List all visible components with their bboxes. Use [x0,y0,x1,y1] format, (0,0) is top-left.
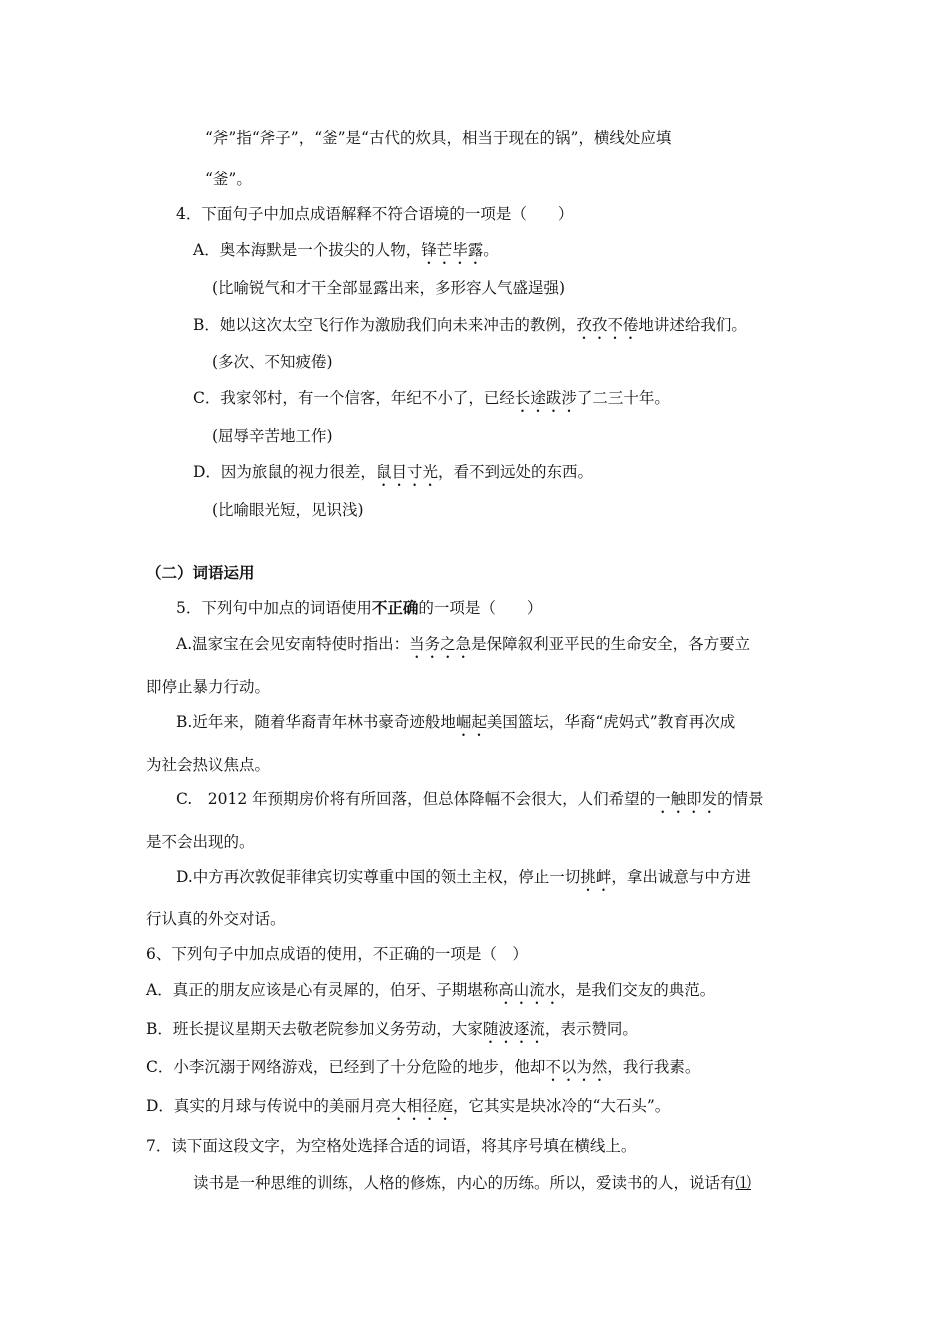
q5-option-a-line2: 即停止暴力行动。 [146,678,271,696]
q5-option-a-line1 [176,634,750,662]
q4-option-a [193,240,499,268]
q4-d-idiom: 鼠目寸光 [375,463,438,481]
q4-b-idiom: 孜孜不倦 [576,316,639,334]
q4-option-c [193,388,670,416]
q4-c-text: C．我家邻村，有一个信客，年纪不小了，已经 [193,389,515,407]
q4-option-d [193,462,593,490]
q4-a-tail: 。 [483,241,499,259]
q4-a-note: (比喻锐气和才干全部显露出来，多形容人气盛逞强) [212,279,566,297]
q5-c-idiom: 一触即发 [655,790,718,808]
q6-d-text: D．真实的月球与传说中的美丽月亮 [146,1097,391,1115]
q4-c-note: (屈辱辛苦地工作) [212,427,333,445]
q5-option-c-line1 [176,789,764,817]
q4-a-text: A．奥本海默是一个拔尖的人物， [193,241,422,259]
q4-option-b [193,315,747,343]
q5-a-tail: 是保障叙利亚平民的生命安全，各方要立 [471,635,751,653]
q4-c-idiom: 长途跋涉 [514,389,577,407]
q4-d-note: (比喻眼光短，见识浅) [212,501,364,519]
q6-option-c [146,1057,700,1085]
q5-stem-text: 5．下列句中加点的词语使用 [176,599,372,617]
q5-c-text: C. 2012 年预期房价将有所回落，但总体降幅不会很大，人们希望的 [176,790,656,808]
q6-option-b [146,1019,638,1047]
q5-option-b-line2: 为社会热议焦点。 [146,756,271,774]
q4-b-text: B．她以这次太空飞行作为激励我们向未来冲击的教例， [193,316,577,334]
q6-a-idiom: 高山流水 [498,981,561,999]
q4-stem: 4．下面句子中加点成语解释不符合语境的一项是（ ） [176,205,574,223]
q7-paragraph-text: 读书是一种思维的训练，人格的修炼，内心的历练。所以，爱读书的人，说话有 [193,1174,736,1192]
q5-c-tail: 的情景 [717,790,764,808]
q4-d-tail: ，看不到远处的东西。 [437,463,593,481]
q3-explanation-line: “斧”指“斧子”，“釜”是“古代的炊具，相当于现在的锅”，横线处应填 [205,129,672,147]
q6-d-idiom: 大相径庭 [390,1097,453,1115]
q4-c-tail: 了二三十年。 [576,389,670,407]
q5-b-text: B.近年来，随着华裔青年林书豪奇迹般地 [176,713,456,731]
q6-c-idiom: 不以为然 [545,1058,608,1076]
q5-stem-tail: 的一项是（ ） [418,599,543,617]
q6-option-a [146,980,715,1008]
q7-paragraph [193,1173,751,1193]
q6-option-d [146,1096,670,1124]
q4-d-text: D．因为旅鼠的视力很差， [193,463,376,481]
q5-a-text: A.温家宝在会见安南特使时指出： [176,635,410,653]
q5-d-tail: ，拿出诚意与中方进 [611,868,751,886]
q5-option-b-line1 [176,712,735,740]
q5-option-d-line2: 行认真的外交对话。 [146,910,286,928]
q6-c-text: C．小李沉溺于网络游戏，已经到了十分危险的地步，他却 [146,1058,546,1076]
q6-b-text: B．班长提议星期天去敬老院参加义务劳动，大家 [146,1020,483,1038]
q4-b-note: (多次、不知疲倦) [212,353,333,371]
section-heading: （二）词语运用 [146,564,255,582]
q5-b-tail: 美国篮坛，华裔“虎妈式”教育再次成 [486,713,736,731]
q6-a-tail: ，是我们交友的典范。 [560,981,716,999]
q5-b-idiom: 崛起 [455,713,487,731]
q5-stem [176,598,542,618]
q6-b-tail: ，表示赞同。 [544,1020,638,1038]
q6-a-text: A．真正的朋友应该是心有灵犀的，伯牙、子期堪称 [146,981,499,999]
q5-stem-emphasis: 不正确 [371,599,419,617]
q6-b-idiom: 随波逐流 [482,1020,545,1038]
q4-b-tail: 地讲述给我们。 [638,316,747,334]
q7-stem: 7．读下面这段文字，为空格处选择合适的词语，将其序号填在横线上。 [146,1137,637,1155]
q4-a-idiom: 锋芒毕露 [421,241,484,259]
q6-c-tail: ，我行我素。 [607,1058,701,1076]
q7-blank-1: ⑴ [735,1174,752,1192]
q6-stem: 6、下列句子中加点成语的使用，不正确的一项是（ ） [146,945,528,963]
q5-option-d-line1 [176,867,751,895]
q5-d-idiom: 挑衅 [580,868,612,886]
q6-d-tail: ，它其实是块冰冷的“大石头”。 [452,1097,671,1115]
q3-answer-line: “釜”。 [205,170,252,188]
q5-option-c-line2: 是不会出现的。 [146,833,255,851]
q5-a-idiom: 当务之急 [409,635,472,653]
q5-d-text: D.中方再次敦促菲律宾切实尊重中国的领土主权，停止一切 [176,868,581,886]
